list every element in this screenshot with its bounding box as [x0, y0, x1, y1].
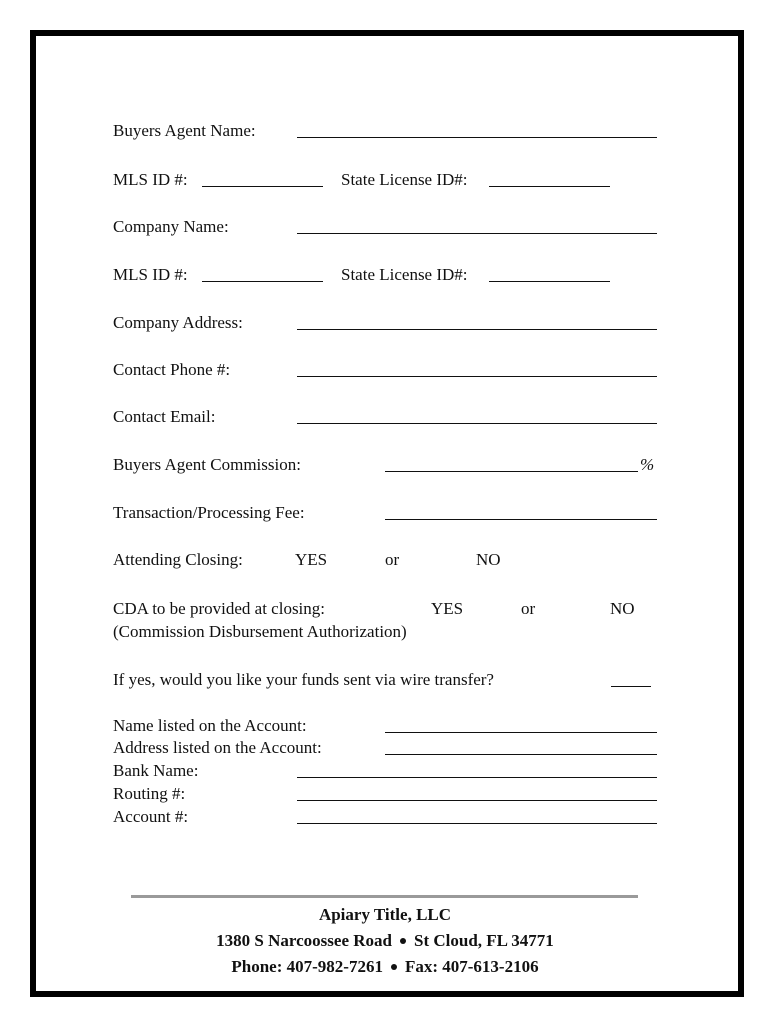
attending-no-option[interactable]: NO: [476, 550, 501, 569]
footer-divider: [131, 895, 638, 898]
bullet-icon: [400, 938, 406, 944]
attending-yes-option[interactable]: YES: [295, 550, 328, 569]
footer-city: St Cloud, FL 34771: [414, 931, 554, 950]
contact-phone-label: Contact Phone #:: [113, 360, 231, 379]
bank-name-field[interactable]: [297, 777, 657, 778]
account-number-label: Account #:: [113, 807, 189, 826]
footer-contact-line: [0, 957, 770, 977]
state-license-label-2: State License ID#:: [341, 265, 468, 284]
commission-label: Buyers Agent Commission:: [113, 455, 301, 474]
contact-email-field[interactable]: [297, 423, 657, 424]
buyers-agent-name-label: Buyers Agent Name:: [113, 121, 256, 140]
bank-name-label: Bank Name:: [113, 761, 199, 780]
footer-street: 1380 S Narcoossee Road: [216, 931, 392, 950]
account-address-label: Address listed on the Account:: [113, 738, 322, 757]
company-address-label: Company Address:: [113, 313, 243, 332]
company-name-label: Company Name:: [113, 217, 229, 236]
cda-no-option[interactable]: NO: [610, 599, 635, 618]
state-license-field-2[interactable]: [489, 281, 610, 282]
transaction-fee-field[interactable]: [385, 519, 657, 520]
company-name-field[interactable]: [297, 233, 657, 234]
transaction-fee-label: Transaction/Processing Fee:: [113, 503, 305, 522]
wire-transfer-field[interactable]: [611, 686, 651, 687]
cda-or-text: or: [521, 599, 536, 618]
footer-phone: Phone: 407-982-7261: [231, 957, 383, 976]
contact-email-label: Contact Email:: [113, 407, 216, 426]
routing-label: Routing #:: [113, 784, 186, 803]
contact-phone-field[interactable]: [297, 376, 657, 377]
percent-sign: %: [640, 455, 655, 474]
cda-yes-option[interactable]: YES: [431, 599, 464, 618]
commission-field[interactable]: [385, 471, 638, 472]
company-address-field[interactable]: [297, 329, 657, 330]
attending-closing-label: Attending Closing:: [113, 550, 243, 569]
mls-id-field-2[interactable]: [202, 281, 323, 282]
mls-id-label-2: MLS ID #:: [113, 265, 188, 284]
footer-fax: Fax: 407-613-2106: [404, 957, 539, 976]
footer-company-name: Apiary Title, LLC: [318, 905, 452, 924]
attending-or-text: or: [385, 550, 400, 569]
mls-id-field-1[interactable]: [202, 186, 323, 187]
bullet-icon: [391, 964, 397, 970]
account-name-label: Name listed on the Account:: [113, 716, 307, 735]
wire-transfer-question: If yes, would you like your funds sent via wire transfer?: [113, 670, 494, 689]
footer-address-line: [0, 931, 770, 951]
state-license-field-1[interactable]: [489, 186, 610, 187]
routing-field[interactable]: [297, 800, 657, 801]
cda-note: (Commission Disbursement Authorization): [113, 622, 407, 641]
account-number-field[interactable]: [297, 823, 657, 824]
cda-label: CDA to be provided at closing:: [113, 599, 326, 618]
mls-id-label-1: MLS ID #:: [113, 170, 188, 189]
state-license-label-1: State License ID#:: [341, 170, 468, 189]
account-address-field[interactable]: [385, 754, 657, 755]
account-name-field[interactable]: [385, 732, 657, 733]
buyers-agent-name-field[interactable]: [297, 137, 657, 138]
